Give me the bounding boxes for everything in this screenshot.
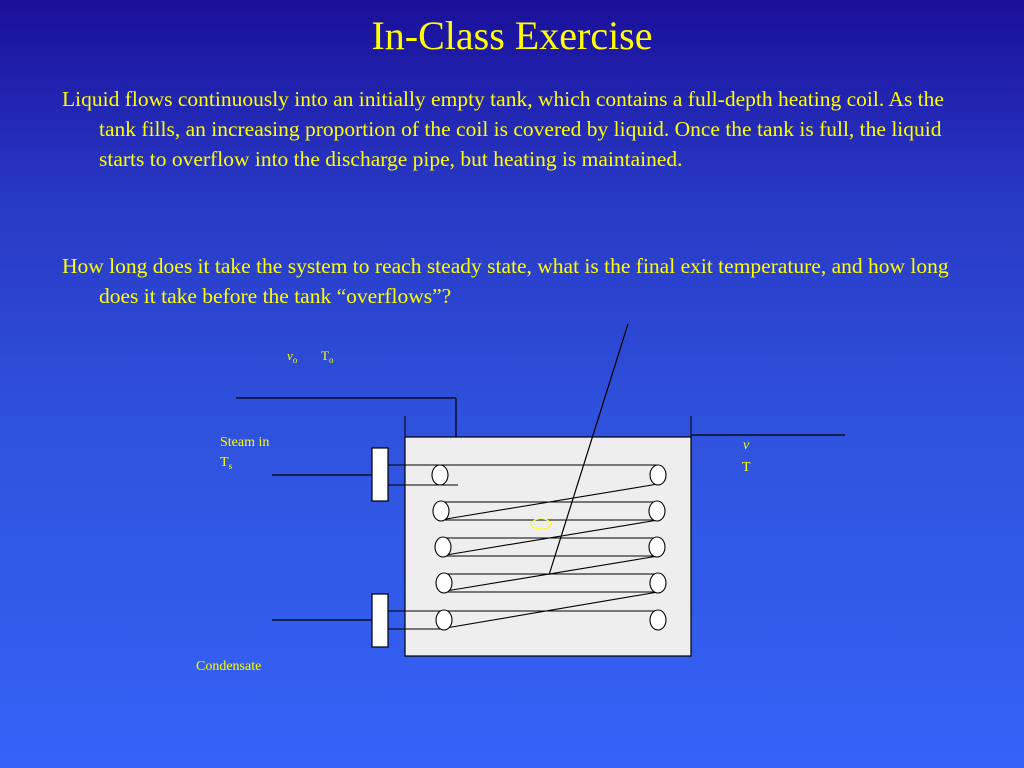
- problem-paragraph-2: How long does it take the system to reach steady state, what is the final exit temperature, and how long does it take before the tank “overflows”?: [62, 254, 949, 308]
- inlet-flow-label: $v_o$: [287, 348, 298, 365]
- steam-header: [372, 448, 388, 501]
- slide-title: In-Class Exercise: [371, 13, 653, 58]
- inlet-temp-label: $T_o$: [321, 348, 334, 365]
- outlet-flow-label: v: [743, 438, 750, 453]
- condensate-header: [372, 594, 388, 647]
- inlet-pipe: [236, 398, 456, 437]
- tank-walls: [405, 416, 691, 437]
- steam-in-label: Steam in: [220, 435, 270, 450]
- outlet-temp-label: T: [742, 460, 751, 475]
- problem-paragraph-1: Liquid flows continuously into an initially empty tank, which contains a full-depth heating coil. As the tank fills, an increasing proportion of the coil is covered by liquid. Once the tank is full, the liquid starts to overflow into the discharge pipe, but heating is maintained.: [62, 87, 944, 171]
- steam-temp-label: $T_s$: [220, 455, 233, 471]
- condensate-label: Condensate: [196, 659, 262, 674]
